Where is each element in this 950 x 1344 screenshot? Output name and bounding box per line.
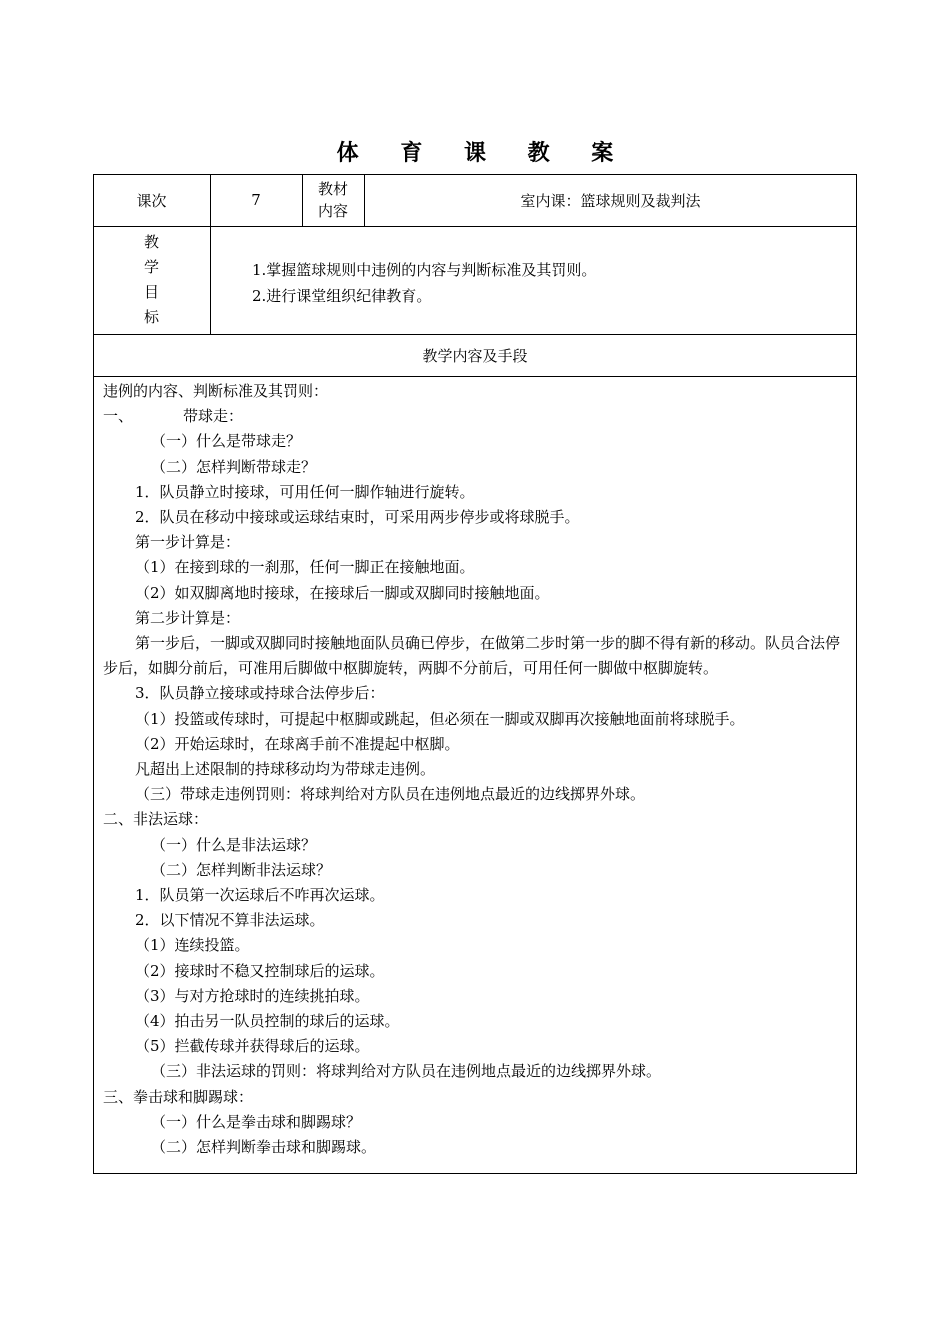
goal-label-char: 教 [143,233,159,251]
material-value: 室内课：篮球规则及裁判法 [520,191,701,210]
content-line: （二）怎样判断非法运球？ [151,860,332,879]
section-heading: 三、拳击球和脚踢球： [103,1087,254,1106]
lesson-number-value: 7 [251,191,261,209]
content-line: （三）带球走违例罚则：将球判给对方队员在违例地点最近的边线掷界外球。 [135,785,646,804]
content-line: 第二步计算是： [135,608,241,627]
content-line: 第一步计算是： [135,533,241,552]
teaching-goals-list [252,257,596,309]
section-title: 教学内容及手段 [422,346,528,365]
content-line: （3）与对方抢球时的连续挑拍球。 [135,986,370,1005]
content-line: （1）在接到球的一刹那，任何一脚正在接触地面。 [135,558,475,577]
content-line: （二）怎样判断带球走？ [151,457,317,476]
content-line: （2）如双脚离地时接球，在接球后一脚或双脚同时接触地面。 [135,583,550,602]
content-line: （1）投篮或传球时，可提起中枢脚或跳起，但必须在一脚或双脚再次接触地面前将球脱手。 [135,709,745,728]
content-line: 3．队员静立接球或持球合法停步后： [135,684,385,703]
goal-label-char: 目 [143,283,159,301]
material-label-line2: 内容 [317,202,348,220]
section-heading: 带球走： [183,407,244,426]
content-line: （4）拍击另一队员控制的球后的运球。 [135,1012,400,1031]
material-label-line1: 教材 [317,180,348,198]
document-title: 体 育 课 教 案 [336,141,631,166]
material-label [302,174,364,226]
content-line: （2）接球时不稳又控制球后的运球。 [135,961,385,980]
teaching-content [103,379,849,1160]
lesson-number-label: 课次 [136,191,167,210]
goal-item: 2.进行课堂组织纪律教育。 [252,287,432,305]
content-paragraph: 第一步后，一脚或双脚同时接触地面队员确已停步，在做第二步时第一步的脚不得有新的移动。队员合法停步后，如脚分前后，可准用后脚做中枢脚旋转，两脚不分前后，可用任何一脚做中枢脚旋转。 [103,634,841,678]
teaching-goals-label [93,226,210,334]
content-line: 凡超出上述限制的持球移动均为带球走违例。 [135,760,436,779]
content-line: 1．队员静立时接球，可用任何一脚作轴进行旋转。 [135,482,475,501]
goal-label-char: 学 [143,258,159,276]
content-line: 违例的内容、判断标准及其罚则： [103,382,329,400]
content-line: 2．队员在移动中接球或运球结束时，可采用两步停步或将球脱手。 [135,508,580,527]
content-line: （1）连续投篮。 [135,936,250,955]
content-line: （2）开始运球时，在球离手前不准提起中枢脚。 [135,734,460,753]
content-line: （5）拦截传球并获得球后的运球。 [135,1037,370,1056]
content-line: （一）什么是带球走？ [151,432,302,451]
section-heading: 二、非法运球： [103,810,209,829]
content-line: （一）什么是非法运球？ [151,835,317,854]
content-line: 2．以下情况不算非法运球。 [135,911,325,930]
content-line: （三）非法运球的罚则：将球判给对方队员在违例地点最近的边线掷界外球。 [151,1062,662,1081]
content-line: （一）什么是拳击球和脚踢球？ [151,1112,362,1131]
goal-label-char: 标 [143,308,159,326]
content-line: （二）怎样判断拳击球和脚踢球。 [151,1138,377,1157]
content-line: 1．队员第一次运球后不咋再次运球。 [135,886,385,905]
table-divider [93,376,857,377]
goal-item: 1.掌握篮球规则中违例的内容与判断标准及其罚则。 [252,261,597,279]
content-line [103,404,849,429]
section-number: 一、 [103,407,134,426]
